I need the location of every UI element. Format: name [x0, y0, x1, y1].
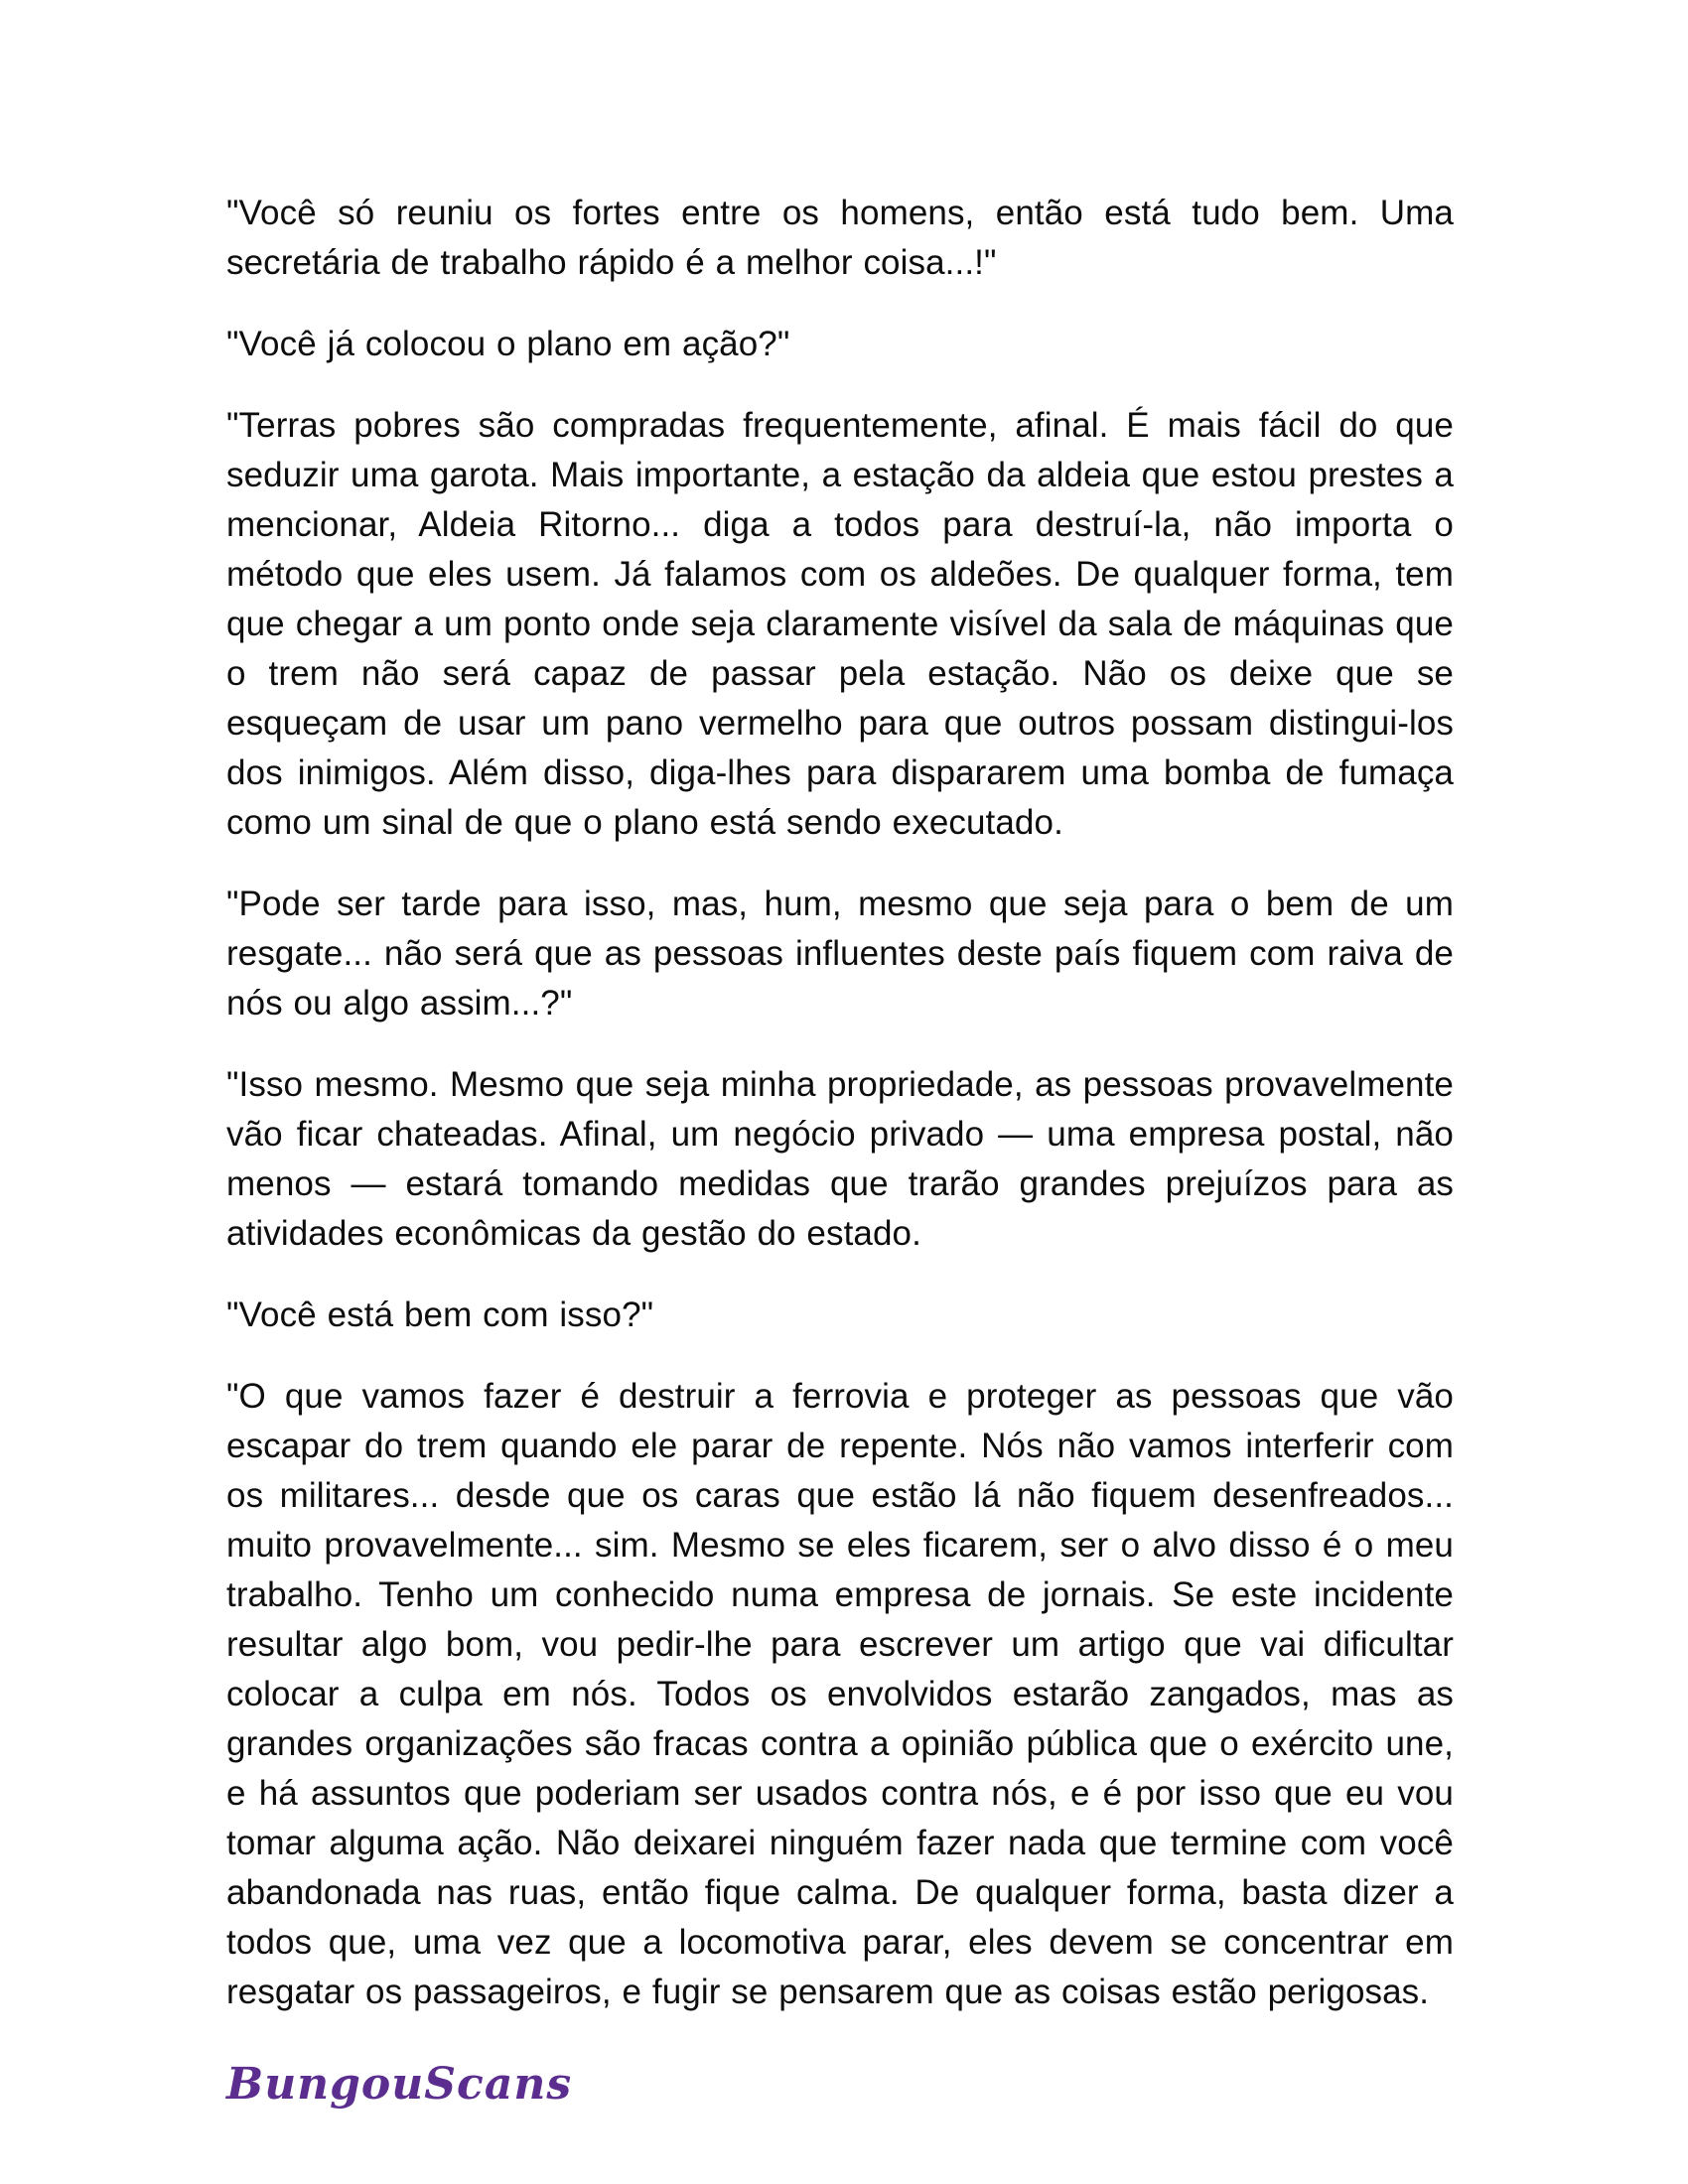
paragraph: "Você já colocou o plano em ação?": [226, 325, 790, 363]
paragraph: "Pode ser tarde para isso, mas, hum, mesmo que seja para o bem de um resgate... não será que as pessoas influentes deste país fiquem com raiva de nós ou algo assim...?": [226, 885, 1454, 1023]
paragraph: "Isso mesmo. Mesmo que seja minha propriedade, as pessoas provavelmente vão ficar chateadas. Afinal, um negócio privado — uma empresa postal, não menos — estará tomando medidas que trarão grandes prejuízos para as atividades econômicas da gestão do estado.: [226, 1065, 1454, 1253]
text-block: [226, 189, 1454, 2111]
paragraph: "Você está bem com isso?": [226, 1296, 654, 1334]
watermark-credit: BungouScans: [226, 2059, 573, 2110]
paragraph: "Você só reuniu os fortes entre os homens, então está tudo bem. Uma secretária de trabalho rápido é a melhor coisa...!": [226, 194, 1454, 282]
paragraph: "O que vamos fazer é destruir a ferrovia e proteger as pessoas que vão escapar do trem quando ele parar de repente. Nós não vamos interferir com os militares... desde que os caras que estão lá não fiquem desenfreados... muito provavelmente... sim. Mesmo se eles ficarem, ser o alvo disso é o meu trabalho. Tenho um conhecido numa empresa de jornais. Se este incidente resultar algo bom, vou pedir-lhe para escrever um artigo que vai dificultar colocar a culpa em nós. Todos os envolvidos estarão zangados, mas as grandes organizações são fracas contra a opinião pública que o exército une, e há assuntos que poderiam ser usados contra nós, e é por isso que eu vou tomar alguma ação. Não deixarei ninguém fazer nada que termine com você abandonada nas ruas, então fique calma. De qualquer forma, basta dizer a todos que, uma vez que a locomotiva parar, eles devem se concentrar em resgatar os passageiros, e fugir se pensarem que as coisas estão perigosas.: [226, 1377, 1454, 2011]
paragraph: "Terras pobres são compradas frequentemente, afinal. É mais fácil do que seduzir uma garota. Mais importante, a estação da aldeia que estou prestes a mencionar, Aldeia Ritorno... diga a todos para destruí-la, não importa o método que eles usem. Já falamos com os aldeões. De qualquer forma, tem que chegar a um ponto onde seja claramente visível da sala de máquinas que o trem não será capaz de passar pela estação. Não os deixe que se esqueçam de usar um pano vermelho para que outros possam distingui-los dos inimigos. Além disso, diga-lhes para dispararem uma bomba de fumaça como um sinal de que o plano está sendo executado.: [226, 406, 1454, 842]
